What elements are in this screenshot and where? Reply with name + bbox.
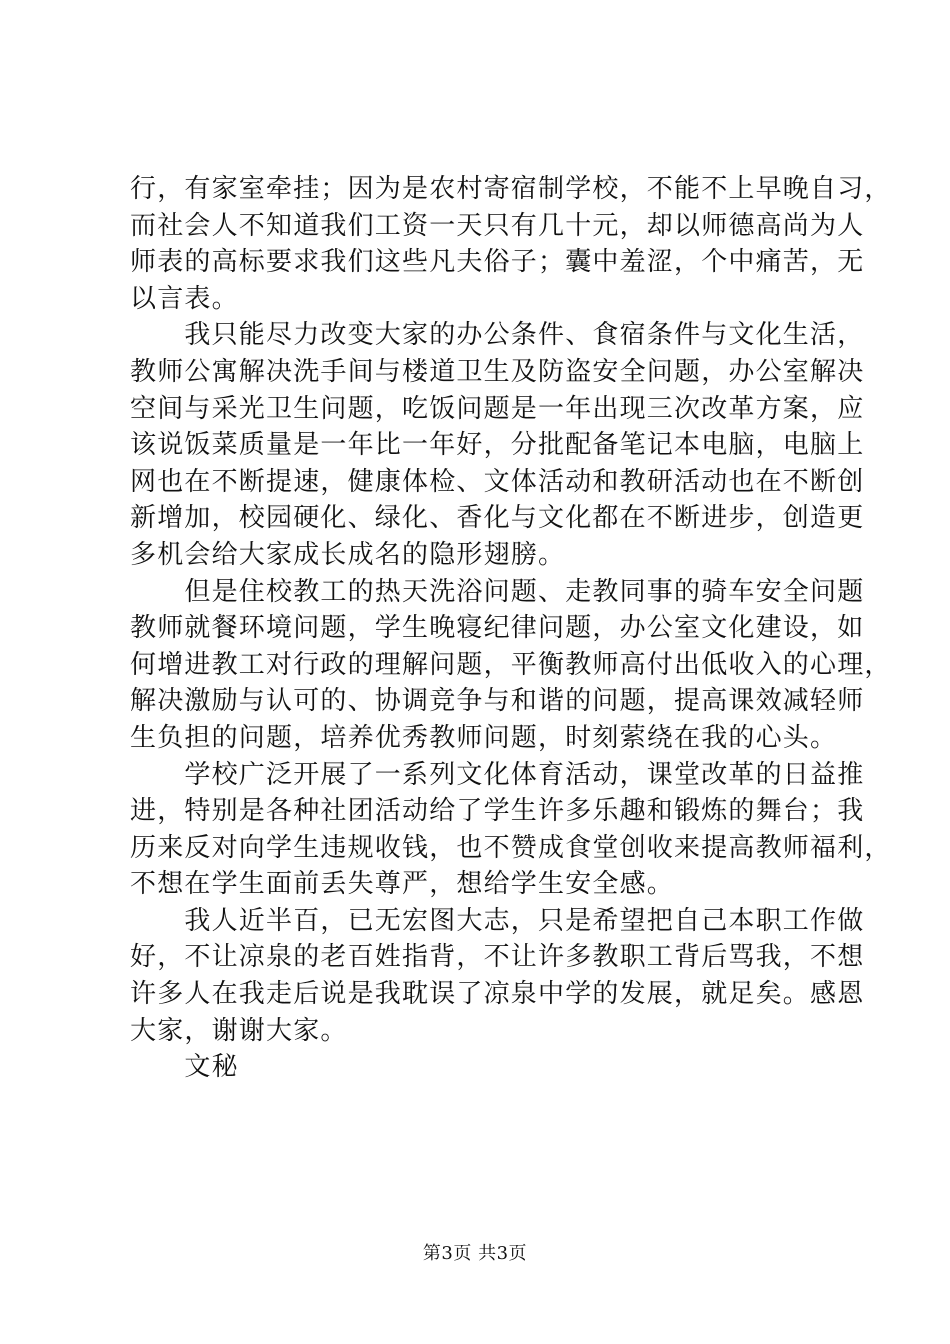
text-line: 好，不让凉泉的老百姓指背，不让许多教职工背后骂我，不想 bbox=[130, 942, 865, 973]
text-line: 新增加，校园硬化、绿化、香化与文化都在不断进步，创造更 bbox=[130, 503, 865, 534]
text-line: 师表的高标要求我们这些凡夫俗子；囊中羞涩，个中痛苦，无 bbox=[130, 247, 865, 278]
text-line: 空间与采光卫生问题，吃饭问题是一年出现三次改革方案，应 bbox=[130, 393, 865, 424]
text-line: 我人近半百，已无宏图大志，只是希望把自己本职工作做 bbox=[130, 905, 865, 936]
signature-line: 文秘 bbox=[130, 1052, 239, 1083]
text-line: 教师公寓解决洗手间与楼道卫生及防盗安全问题，办公室解决 bbox=[130, 356, 865, 387]
text-line: 学校广泛开展了一系列文化体育活动，课堂改革的日益推 bbox=[130, 759, 865, 790]
text-line: 大家，谢谢大家。 bbox=[130, 1015, 348, 1046]
text-line: 我只能尽力改变大家的办公条件、食宿条件与文化生活， bbox=[130, 320, 865, 351]
text-line: 许多人在我走后说是我耽误了凉泉中学的发展，就足矣。感恩 bbox=[130, 979, 865, 1010]
text-line: 何增进教工对行政的理解问题，平衡教师高付出低收入的心理， bbox=[130, 649, 892, 680]
page-footer bbox=[0, 1242, 950, 1266]
text-line: 以言表。 bbox=[130, 283, 239, 314]
text-line: 解决激励与认可的、协调竞争与和谐的问题，提高课效减轻师 bbox=[130, 686, 865, 717]
text-line: 行，有家室牵挂；因为是农村寄宿制学校，不能不上早晚自习， bbox=[130, 174, 892, 204]
page-number-label: 第3页 共3页 bbox=[422, 1243, 528, 1264]
text-line: 历来反对向学生违规收钱，也不赞成食堂创收来提高教师福利， bbox=[130, 832, 892, 863]
text-line: 生负担的问题，培养优秀教师问题，时刻萦绕在我的心头。 bbox=[130, 722, 838, 753]
text-line: 该说饭菜质量是一年比一年好，分批配备笔记本电脑，电脑上 bbox=[130, 430, 865, 461]
text-line: 而社会人不知道我们工资一天只有几十元，却以师德高尚为人 bbox=[130, 210, 865, 241]
text-line: 但是住校教工的热天洗浴问题、走教同事的骑车安全问题 bbox=[130, 576, 865, 607]
document-body bbox=[130, 171, 892, 1086]
text-line: 教师就餐环境问题，学生晚寝纪律问题，办公室文化建设，如 bbox=[130, 613, 865, 644]
text-line: 不想在学生面前丢失尊严，想给学生安全感。 bbox=[130, 869, 675, 900]
text-line: 多机会给大家成长成名的隐形翅膀。 bbox=[130, 539, 566, 570]
text-line: 网也在不断提速，健康体检、文体活动和教研活动也在不断创 bbox=[130, 466, 865, 497]
text-line: 进，特别是各种社团活动给了学生许多乐趣和锻炼的舞台；我 bbox=[130, 796, 865, 827]
